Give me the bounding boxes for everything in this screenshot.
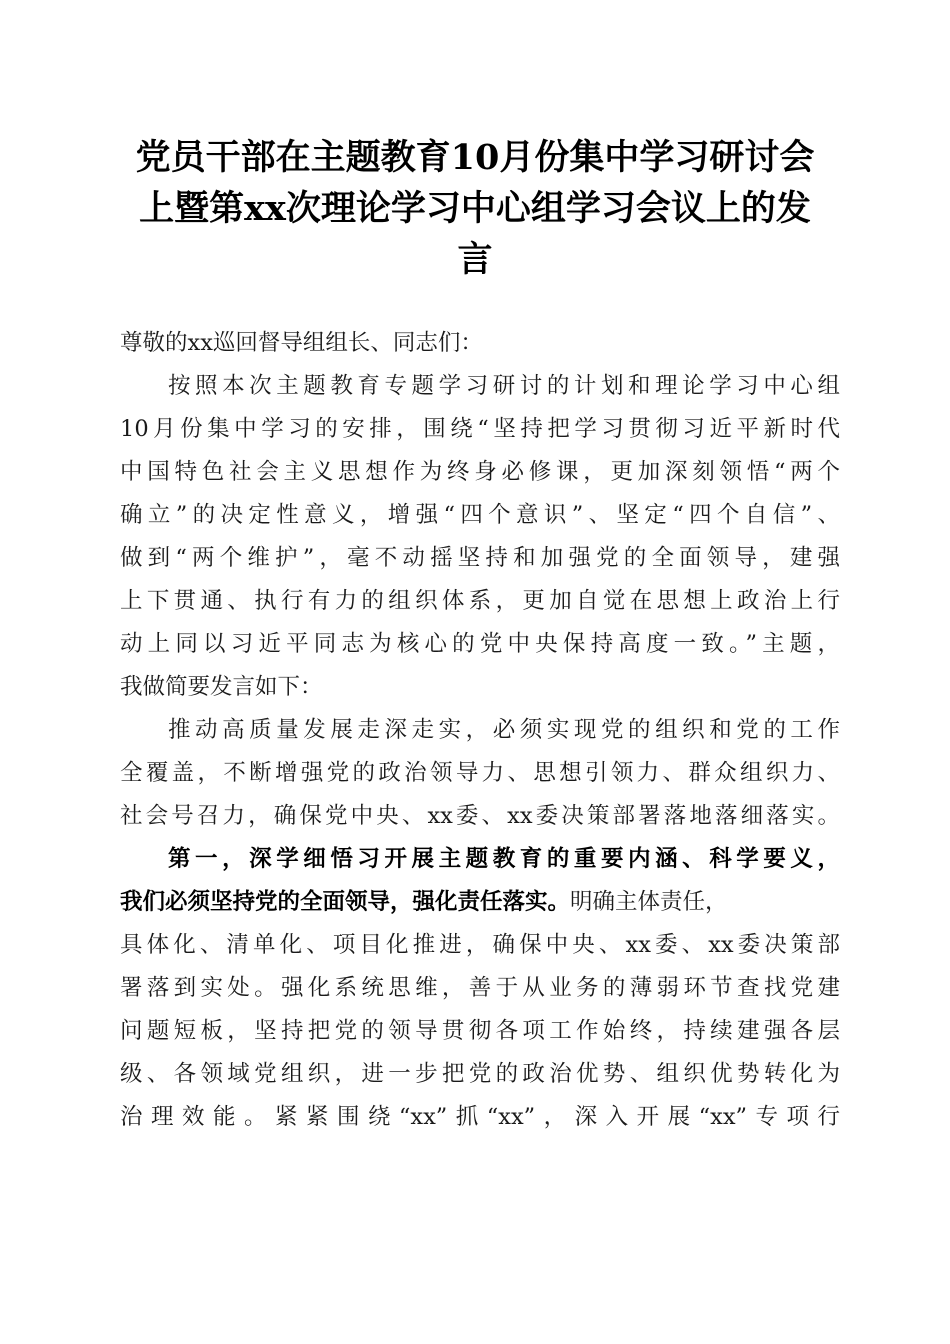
paragraph-3-line-2 xyxy=(120,881,840,924)
paragraph-3-line-4: 署落到实处。强化系统思维，善于从业务的薄弱环节查找党建 xyxy=(120,975,840,1001)
salutation: 尊敬的xx巡回督导组组长、同志们： xyxy=(120,330,483,356)
paragraph-3-line-2-text: 明确主体责任， xyxy=(570,889,728,915)
title-line-3: 言 xyxy=(457,239,493,280)
paragraph-1-line-8: 我做简要发言如下： xyxy=(120,674,323,700)
title-line-2: 上暨第xx次理论学习中心组学习会议上的发 xyxy=(139,188,811,229)
paragraph-1-line-4: 确立”的决定性意义，增强“四个意识”、坚定“四个自信”、 xyxy=(120,502,840,528)
paragraph-2-line-3: 社会号召力，确保党中央、xx委、xx委决策部署落地落细落实。 xyxy=(120,803,840,829)
paragraph-3-heading-line-1: 第一，深学细悟习开展主题教育的重要内涵、科学要义， xyxy=(168,846,840,872)
paragraph-3-line-3: 具体化、清单化、项目化推进，确保中央、xx委、xx委决策部 xyxy=(120,932,840,958)
paragraph-1-line-2: 10月份集中学习的安排，围绕“坚持把学习贯彻习近平新时代 xyxy=(120,416,840,442)
title-line-1: 党员干部在主题教育10月份集中学习研讨会 xyxy=(135,137,815,178)
paragraph-3-line-6: 级、各领域党组织，进一步把党的政治优势、组织优势转化为 xyxy=(120,1061,840,1087)
paragraph-1-line-6: 上下贯通、执行有力的组织体系，更加自觉在思想上政治上行 xyxy=(120,588,840,614)
paragraph-2-line-2: 全覆盖，不断增强党的政治领导力、思想引领力、群众组织力、 xyxy=(120,760,840,786)
paragraph-2-line-1: 推动高质量发展走深走实，必须实现党的组织和党的工作 xyxy=(168,717,840,743)
paragraph-1-line-3: 中国特色社会主义思想作为终身必修课，更加深刻领悟“两个 xyxy=(120,459,840,485)
document-title xyxy=(110,132,840,285)
paragraph-3-heading-line-2: 我们必须坚持党的全面领导，强化责任落实。 xyxy=(120,889,571,915)
paragraph-1-line-1: 按照本次主题教育专题学习研讨的计划和理论学习中心组 xyxy=(168,373,840,399)
paragraph-3-line-7: 治理效能。紧紧围绕“xx”抓“xx”，深入开展“xx”专项行 xyxy=(120,1104,840,1130)
paragraph-1-line-7: 动上同以习近平同志为核心的党中央保持高度一致。”主题， xyxy=(120,631,840,657)
document-body xyxy=(120,322,840,1139)
paragraph-1-line-5: 做到“两个维护”，毫不动摇坚持和加强党的全面领导，建强 xyxy=(120,545,840,571)
paragraph-3-line-5: 问题短板，坚持把党的领导贯彻各项工作始终，持续建强各层 xyxy=(120,1018,840,1044)
